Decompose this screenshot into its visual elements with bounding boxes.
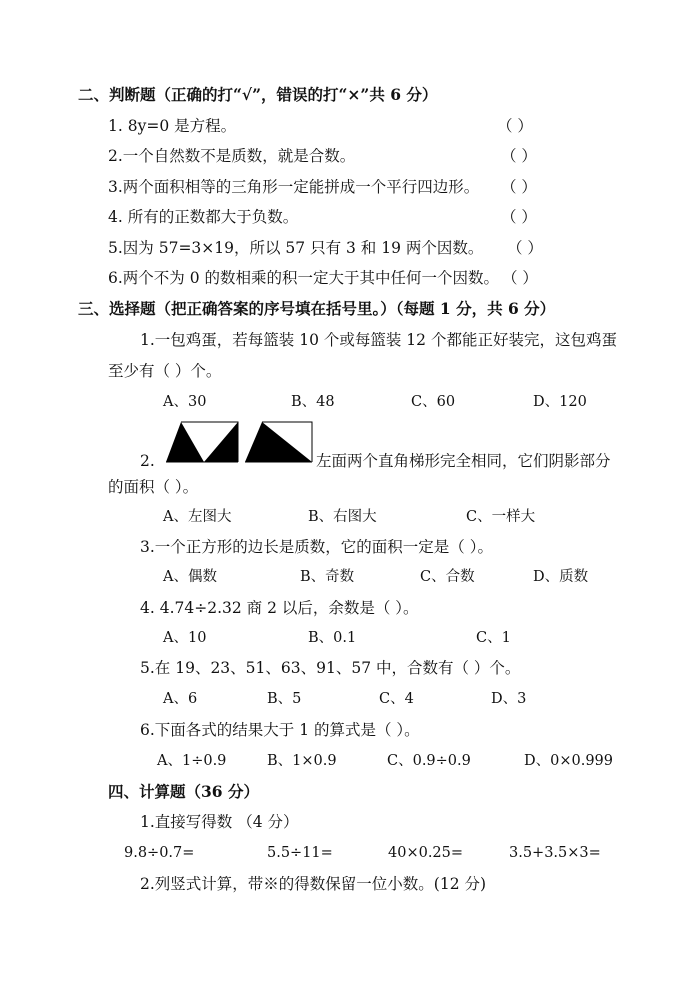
choice-q5-line1: 5.在 19、23、51、63、91、57 中，合数有（ ）个。	[140, 659, 521, 677]
calc-item-3: 40×0.25=	[388, 845, 464, 861]
judge-item-6: 6.两个不为 0 的数相乘的积一定大于其中任何一个因数。	[108, 269, 500, 287]
choice-q1-line2: 至少有（ ）个。	[108, 362, 222, 380]
choice-q1-line1: 1.一包鸡蛋，若每篮装 10 个或每篮装 12 个都能正好装完，这包鸡蛋	[140, 331, 617, 349]
answer-blank-2[interactable]: （ ）	[501, 147, 537, 165]
q4-option-c[interactable]: C、1	[476, 630, 511, 646]
choice-q2-line2: 的面积（ ）。	[108, 478, 199, 496]
q1-option-c[interactable]: C、60	[411, 394, 456, 410]
calc-item-1: 9.8÷0.7=	[124, 845, 195, 861]
q6-option-c[interactable]: C、0.9÷0.9	[387, 753, 471, 769]
judge-item-5: 5.因为 57=3×19，所以 57 只有 3 和 19 两个因数。	[108, 239, 484, 257]
judge-item-2: 2.一个自然数不是质数，就是合数。	[108, 147, 356, 165]
calc-item-2: 5.5÷11=	[267, 845, 333, 861]
q5-option-b[interactable]: B、5	[267, 691, 302, 707]
q6-option-b[interactable]: B、1×0.9	[267, 753, 337, 769]
q1-option-a[interactable]: A、30	[163, 394, 207, 410]
right-trapezoid-figure	[245, 422, 312, 462]
q6-option-d[interactable]: D、0×0.999	[524, 753, 614, 769]
q5-option-c[interactable]: C、4	[379, 691, 414, 707]
choice-q2-line1: 左面两个直角梯形完全相同，它们阴影部分	[316, 452, 611, 470]
judge-item-1: 1. 8y=0 是方程。	[108, 117, 237, 135]
trapezoid-figures	[166, 421, 316, 463]
choice-q6-line1: 6.下面各式的结果大于 1 的算式是（ ）。	[140, 721, 420, 739]
answer-blank-3[interactable]: （ ）	[501, 178, 537, 196]
left-trapezoid-figure	[166, 422, 238, 462]
q4-option-b[interactable]: B、0.1	[308, 630, 357, 646]
q5-option-d[interactable]: D、3	[491, 691, 527, 707]
calc-sub1-title: 1.直接写得数 （4 分）	[140, 813, 299, 831]
q3-option-a[interactable]: A、偶数	[163, 569, 217, 585]
q3-option-c[interactable]: C、合数	[420, 569, 475, 585]
answer-blank-1[interactable]: （ ）	[497, 117, 533, 135]
q1-option-d[interactable]: D、120	[533, 394, 587, 410]
q2-option-a[interactable]: A、左图大	[163, 509, 232, 525]
answer-blank-4[interactable]: （ ）	[501, 208, 537, 226]
choice-q3-line1: 3.一个正方形的边长是质数，它的面积一定是（ ）。	[140, 538, 493, 556]
q1-option-b[interactable]: B、48	[291, 394, 335, 410]
choice-q4-line1: 4. 4.74÷2.32 商 2 以后，余数是（ ）。	[140, 599, 419, 617]
section-3-title: 三、选择题（把正确答案的序号填在括号里。）（每题 1 分，共 6 分）	[78, 299, 556, 318]
calc-item-4: 3.5+3.5×3=	[509, 845, 601, 861]
q2-option-b[interactable]: B、右图大	[308, 509, 377, 525]
q5-option-a[interactable]: A、6	[163, 691, 198, 707]
q3-option-d[interactable]: D、质数	[533, 569, 589, 585]
q4-option-a[interactable]: A、10	[163, 630, 207, 646]
judge-item-3: 3.两个面积相等的三角形一定能拼成一个平行四边形。	[108, 178, 480, 196]
q6-option-a[interactable]: A、1÷0.9	[157, 753, 227, 769]
answer-blank-6[interactable]: （ ）	[502, 269, 538, 287]
judge-item-4: 4. 所有的正数都大于负数。	[108, 208, 299, 226]
section-2-title: 二、判断题（正确的打“√”，错误的打“×”共 6 分）	[78, 85, 438, 104]
q3-option-b[interactable]: B、奇数	[300, 569, 355, 585]
section-4-title: 四、计算题（36 分）	[108, 782, 259, 801]
calc-sub2-title: 2.列竖式计算，带※的得数保留一位小数。(12 分)	[140, 875, 487, 893]
answer-blank-5[interactable]: （ ）	[507, 239, 543, 257]
choice-q2-number: 2.	[140, 452, 155, 470]
q2-option-c[interactable]: C、一样大	[466, 509, 536, 525]
